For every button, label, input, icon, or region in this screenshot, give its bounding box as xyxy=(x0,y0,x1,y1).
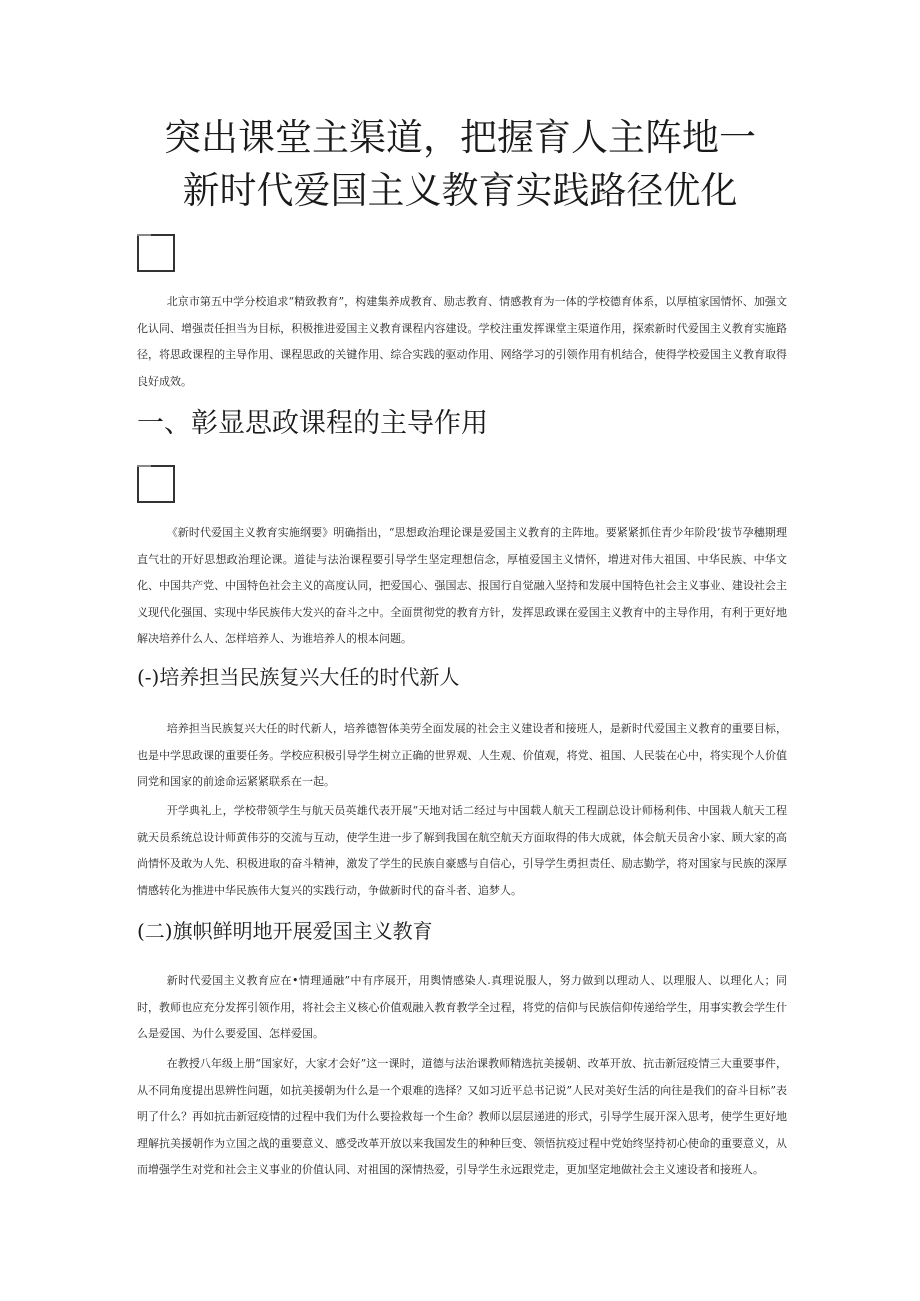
section-1-heading: 一、彰显思政课程的主导作用 xyxy=(137,408,488,439)
subsection-1-paragraph-1: 培养担当民族复兴大任的时代新人，培养德智体美劳全面发展的社会主义建设者和接班人，是新时代爱国主义教育的重要目标，也是中学思政课的重要任务。学校应积极引导学生树立正确的世界观、人生观、价值观，将党、祖国、人民装在心中，将实现个人价值同党和国家的前途命运紧紧联系在一起。 xyxy=(137,722,787,788)
subsection-2-heading: (二)旗帜鲜明地开展爱国主义教育 xyxy=(137,919,433,943)
document-title-line-1: 突出课堂主渠道，把握育人主阵地一 xyxy=(164,116,756,159)
subsection-2-paragraph-2: 在教授八年级上册“国家好，大家才会好”这一课时，道德与法治课教师精选抗美援朝、改革开放、抗击新冠疫情三大重要事件，从不同角度提出思辨性问题，如抗美援朝为什么是一个艰难的选择？又如习近平总书记说”人民对美好生活的向往是我们的奋斗目标”表明了什么？再如抗击新冠疫情的过程中我们为什么要捡救每一个生命？教师以层层递进的形式，引导学生展开深入思考，使学生更好地理解抗美援朝作为立国之战的重要意义、感受改革开放以来我国发生的种种巨变、领悟抗疫过程中党始终坚持初心使命的重要意义，从而增强学生对党和社会主义事业的价值认同、对祖国的深情热爱，引导学生永远跟党走，更加坚定地做社会主义速设者和接班人。 xyxy=(137,1057,787,1176)
image-placeholder-icon xyxy=(137,234,175,272)
intro-paragraph: 北京市第五中学分校追求“精致教育”，构建集养成教育、励志教育、情感教育为一体的学校德育体系，以厚植家国情怀、加强文化认同、增强责任担当为目标，积极推进爱国主义教育课程内容建设。学校注重发挥课堂主渠道作用，探索新时代爱国主义教育实施路径，将思政课程的主导作用、课程思政的关键作用、综合实践的驱动作用、网络学习的引领作用有机结合，使得学校爱国主义教育取得良好成效。 xyxy=(137,295,787,388)
image-placeholder-icon xyxy=(137,465,175,503)
subsection-1-heading: (-)培养担当民族复兴大任的时代新人 xyxy=(137,665,460,689)
document-title-line-2: 新时代爱国主义教育实践路径优化 xyxy=(182,169,738,212)
section-1-intro-paragraph: 《新时代爱国主义教育实施纲要》明确指出，“思想政治理论课是爱国主义教育的主阵地。要紧紧抓住青少年阶段’拔节孕穗期理直气壮的开好思想政治理论课。道徒与法治课程要引导学生坚定理想信念，厚植爱国主义情怀，增进对伟大祖国、中华民族、中华文化、中国共产党、中国特色社会主义的高度认同，把爱国心、强国志、报国行自觉融入坚持和发展中国特色社会主义事业、建设社会主义现代化强国、实现中华民族伟大发兴的奋斗之中。全面贯彻党的教育方针，发挥思政课在爱国主义教育中的主导作用，有利于更好地解决培养什么人、怎样培养人、为谁培养人的根本问题。 xyxy=(137,526,787,645)
subsection-1-paragraph-2: 开学典礼上，学校带领学生与航天员英雄代表开展“天地对话二经过与中国载人航天工程副总设计师杨利伟、中国栽人航天工程就天员系统总设计师黄伟芬的交流与互动，使学生进一步了解到我国在航空航天方面取得的伟大成就，体会航天员舍小家、顾大家的高尚情怀及敢为人先、积极进取的奋斗精神，激发了学生的民族自豪感与自信心，引导学生勇担责任、励志勤学，将对国家与民族的深厚情感转化为推进中华民族伟大复兴的实践行动，争做新时代的奋斗者、追梦人。 xyxy=(137,804,787,897)
subsection-2-paragraph-1: 新时代爱国主义教育应在•情理通融”中有序展开，用舆情感染人.真理说服人，努力做到以理动人、以理服人、以理化人；同时，教师也应充分发挥引领作用，将社会主义核心价值观融入教育教学全过程，将党的信仰与民族信仰传递给学生，用事实教会学生什么是爱国、为什么要爱国、怎样爱国。 xyxy=(137,974,787,1040)
